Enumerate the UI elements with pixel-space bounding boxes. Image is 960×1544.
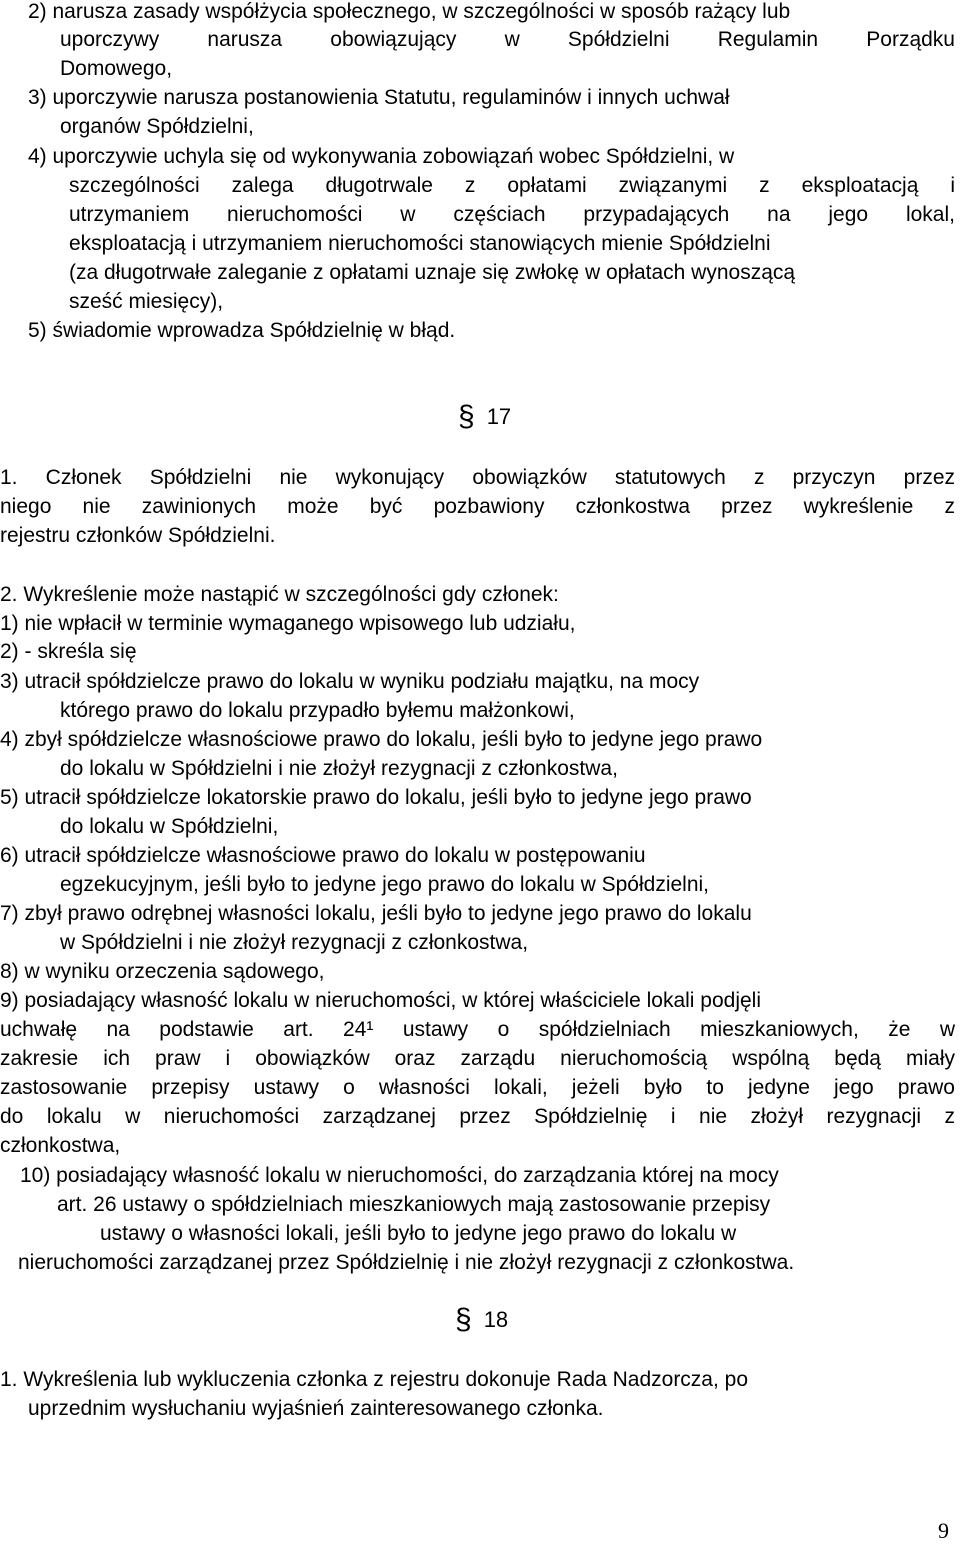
section-heading — [455, 1303, 509, 1336]
text-line: Domowego, — [60, 57, 173, 80]
text-line: do lokalu w Spółdzielni i nie złożył rezygnacji z członkostwa, — [60, 757, 618, 780]
text-line: uporczywy narusza obowiązujący w Spółdzielni Regulamin Porządku — [60, 28, 955, 51]
text-line: 10) posiadający własność lokalu w nieruchomości, do zarządzania której na mocy — [20, 1164, 779, 1187]
text-line: zakresie ich praw i obowiązków oraz zarządu nieruchomością wspólną będą miały — [0, 1047, 955, 1070]
text-line: szczególności zalega długotrwale z opłatami związanymi z eksploatacją i — [69, 174, 955, 197]
section-number: 18 — [483, 1307, 509, 1332]
section-symbol: § — [455, 1303, 472, 1336]
text-line: utrzymaniem nieruchomości w częściach przypadających na jego lokal, — [69, 203, 955, 226]
text-line: 3) utracił spółdzielcze prawo do lokalu w wyniku podziału majątku, na mocy — [0, 670, 700, 693]
text-line: uchwałę na podstawie art. 24¹ ustawy o spółdzielniach mieszkaniowych, że w — [0, 1018, 955, 1041]
text-line: ustawy o własności lokali, jeśli było to jedyne jego prawo do lokalu w — [100, 1222, 737, 1245]
text-line: 4) uporczywie uchyla się od wykonywania zobowiązań wobec Spółdzielni, w — [28, 145, 735, 168]
text-line: 1. Wykreślenia lub wykluczenia członka z rejestru dokonuje Rada Nadzorcza, po — [0, 1368, 749, 1391]
text-line: którego prawo do lokalu przypadło byłemu małżonkowi, — [60, 699, 575, 722]
text-line: 9) posiadający własność lokalu w nieruchomości, w której właściciele lokali podjęli — [0, 989, 762, 1012]
text-line: 8) w wyniku orzeczenia sądowego, — [0, 960, 325, 983]
text-line: 5) świadomie wprowadza Spółdzielnię w błąd. — [28, 319, 456, 342]
text-line: 2. Wykreślenie może nastąpić w szczególności gdy członek: — [0, 583, 559, 606]
text-line: 2) narusza zasady współżycia społecznego, w szczególności w sposób rażący lub — [28, 0, 791, 23]
text-line: 3) uporczywie narusza postanowienia Statutu, regulaminów i innych uchwał — [28, 86, 730, 109]
section-heading — [458, 400, 512, 433]
text-line: 2) - skreśla się — [0, 640, 137, 663]
text-line: eksploatacją i utrzymaniem nieruchomości stanowiących mienie Spółdzielni — [69, 232, 771, 255]
text-line: (za długotrwałe zaleganie z opłatami uznaje się zwłokę w opłatach wynoszącą — [69, 261, 796, 284]
section-number: 17 — [486, 404, 512, 429]
text-line: zastosowanie przepisy ustawy o własności lokali, jeżeli było to jedyne jego prawo — [0, 1076, 955, 1099]
page-number: 9 — [938, 1518, 949, 1543]
text-line: nieruchomości zarządzanej przez Spółdzielnię i nie złożył rezygnacji z członkostwa. — [18, 1251, 795, 1274]
text-line: sześć miesięcy), — [69, 290, 224, 313]
text-line: członkostwa, — [0, 1134, 121, 1157]
text-line: do lokalu w nieruchomości zarządzanej przez Spółdzielnię i nie złożył rezygnacji z — [0, 1105, 955, 1128]
text-line: 1) nie wpłacił w terminie wymaganego wpisowego lub udziału, — [0, 612, 576, 635]
text-line: w Spółdzielni i nie złożył rezygnacji z członkostwa, — [60, 931, 529, 954]
text-line: niego nie zawinionych może być pozbawiony członkostwa przez wykreślenie z — [0, 495, 955, 518]
text-line: egzekucyjnym, jeśli było to jedyne jego prawo do lokalu w Spółdzielni, — [60, 873, 710, 896]
text-line: organów Spółdzielni, — [60, 115, 254, 138]
text-line: rejestru członków Spółdzielni. — [0, 524, 276, 547]
text-line: do lokalu w Spółdzielni, — [60, 815, 279, 838]
text-line: uprzednim wysłuchaniu wyjaśnień zainteresowanego członka. — [28, 1397, 604, 1420]
text-line: 1. Członek Spółdzielni nie wykonujący obowiązków statutowych z przyczyn przez — [0, 466, 955, 489]
text-line: 4) zbył spółdzielcze własnościowe prawo do lokalu, jeśli było to jedyne jego prawo — [0, 728, 763, 751]
section-symbol: § — [458, 400, 475, 433]
text-line: 7) zbył prawo odrębnej własności lokalu, jeśli było to jedyne jego prawo do lokalu — [0, 902, 752, 925]
text-line: 5) utracił spółdzielcze lokatorskie prawo do lokalu, jeśli było to jedyne jego prawo — [0, 786, 752, 809]
text-line: art. 26 ustawy o spółdzielniach mieszkaniowych mają zastosowanie przepisy — [57, 1193, 771, 1216]
text-line: 6) utracił spółdzielcze własnościowe prawo do lokalu w postępowaniu — [0, 844, 646, 867]
